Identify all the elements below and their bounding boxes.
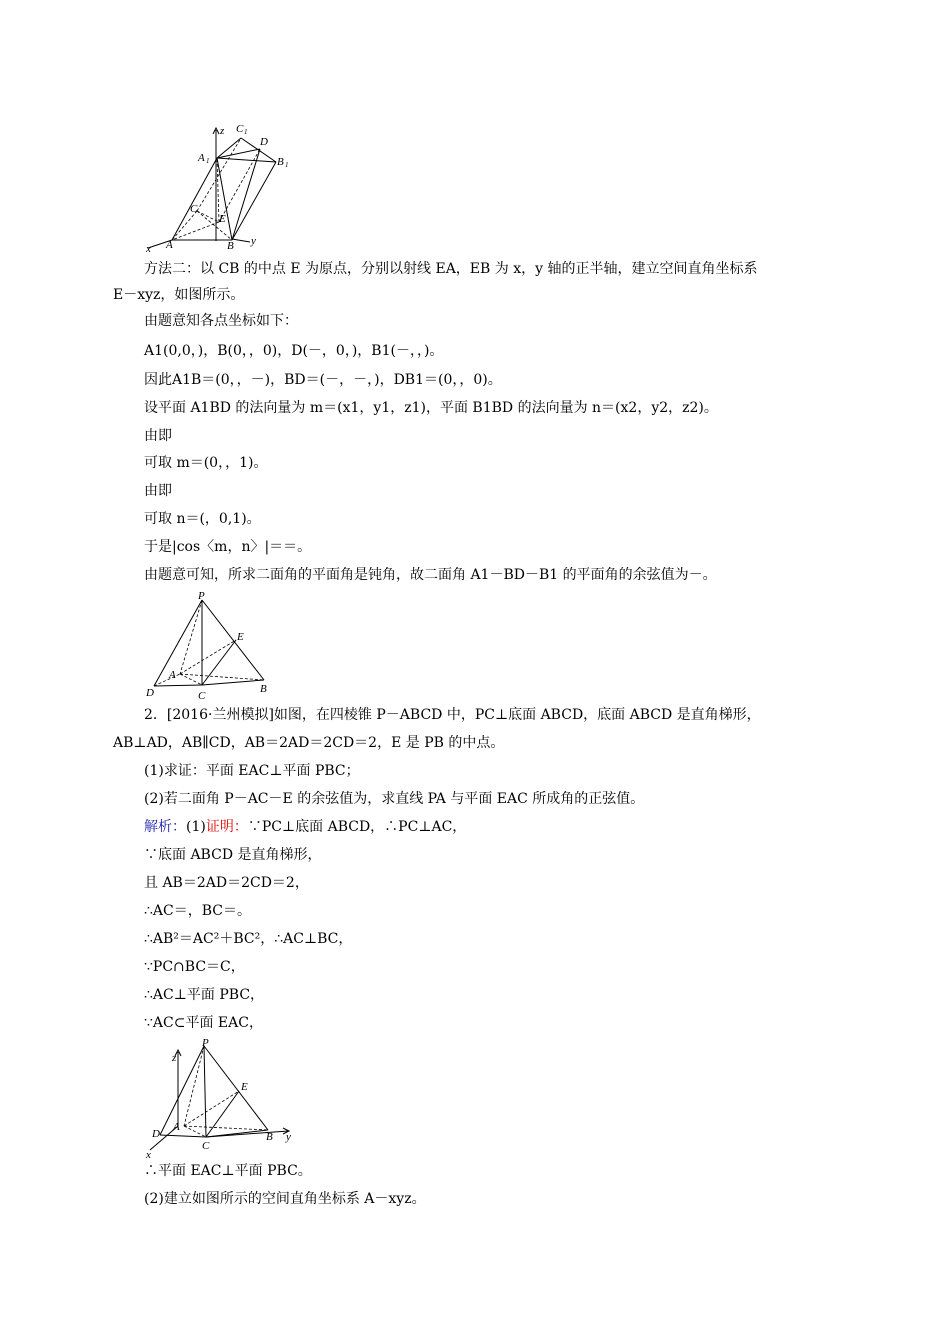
pyramid-figure-2 — [140, 1037, 310, 1161]
text-line-21: ∴AB²＝AC²＋BC²，∴AC⊥BC， — [144, 931, 353, 947]
proof-step-1: ∵PC⊥底面 ABCD，∴PC⊥AC， — [247, 819, 467, 835]
label-a: A — [169, 669, 176, 681]
label-e: E — [219, 213, 226, 225]
analysis-label: 解析： — [144, 819, 186, 835]
label-c1-sub: 1 — [244, 128, 248, 136]
pyramid-figure-1 — [140, 590, 280, 705]
prism-figure — [140, 120, 289, 255]
label-b1-sub: 1 — [285, 161, 289, 169]
label-a: A — [173, 1121, 180, 1133]
label-c: C — [198, 690, 206, 702]
label-e: E — [241, 1081, 248, 1093]
part-1-label: (1) — [186, 819, 206, 835]
text-line-8: 可取 m＝(0，，1)。 — [144, 455, 268, 471]
text-line-19: 且 AB＝2AD＝2CD＝2， — [144, 875, 309, 891]
text-line-3: 由题意知各点坐标如下： — [144, 313, 298, 329]
text-line-9: 由即 — [144, 483, 172, 499]
label-a: A — [166, 239, 173, 251]
text-line-18: ∵底面 ABCD 是直角梯形， — [144, 847, 322, 863]
proof-label: 证明： — [205, 819, 248, 835]
text-line-10: 可取 n＝(，0,1)。 — [144, 511, 261, 527]
text-line-5: 因此A1B＝(0，，－)，BD＝(－，－，)，DB1＝(0，，0)。 — [144, 372, 502, 388]
text-line-25: ∴平面 EAC⊥平面 PBC。 — [144, 1163, 312, 1179]
text-line-23: ∴AC⊥平面 PBC， — [144, 987, 265, 1003]
label-p: P — [202, 1037, 209, 1049]
label-y: y — [251, 235, 256, 247]
label-d: D — [146, 687, 154, 699]
label-a1: A — [198, 152, 205, 164]
text-line-17 — [144, 817, 466, 837]
text-line-2: E－xyz，如图所示。 — [113, 287, 245, 303]
label-x: x — [146, 1149, 151, 1161]
text-line-26: (2)建立如图所示的空间直角坐标系 A－xyz。 — [144, 1191, 426, 1207]
text-line-11: 于是|cos〈m，n〉|＝＝。 — [144, 539, 312, 555]
label-y: y — [286, 1131, 291, 1143]
text-line-24: ∵AC⊂平面 EAC， — [144, 1015, 263, 1031]
text-line-4: A1(0,0，)，B(0，，0)，D(－，0，)，B1(－，，)。 — [144, 343, 444, 359]
label-b: B — [266, 1131, 273, 1143]
label-z: z — [220, 125, 225, 137]
label-d: D — [260, 136, 268, 148]
label-z: z — [172, 1052, 177, 1064]
label-c: C — [190, 203, 198, 215]
text-line-15: (1)求证：平面 EAC⊥平面 PBC； — [144, 763, 360, 779]
text-line-7: 由即 — [144, 428, 172, 444]
label-b1: B — [277, 156, 284, 168]
label-e: E — [237, 631, 244, 643]
label-d: D — [152, 1128, 160, 1140]
text-line-20: ∴AC＝，BC＝。 — [144, 903, 251, 919]
text-line-14: AB⊥AD，AB∥CD，AB＝2AD＝2CD＝2，E 是 PB 的中点。 — [113, 735, 505, 751]
text-line-22: ∵PC∩BC＝C， — [144, 959, 245, 975]
text-line-12: 由题意可知，所求二面角的平面角是钝角，故二面角 A1－BD－B1 的平面角的余弦值为－。 — [144, 567, 717, 583]
text-line-16: (2)若二面角 P－AC－E 的余弦值为，求直线 PA 与平面 EAC 所成角的正弦值。 — [144, 791, 645, 807]
text-line-1: 方法二：以 CB 的中点 E 为原点，分别以射线 EA，EB 为 x，y 轴的正半轴，建立空间直角坐标系 — [144, 261, 758, 277]
label-b: B — [227, 240, 234, 252]
label-p: P — [198, 590, 205, 602]
label-b: B — [260, 683, 267, 695]
label-c: C — [202, 1140, 210, 1152]
text-line-13: 2．[2016·兰州模拟]如图，在四棱锥 P－ABCD 中，PC⊥底面 ABCD，底面 ABCD 是直角梯形， — [144, 707, 761, 723]
text-line-6: 设平面 A1BD 的法向量为 m＝(x1，y1，z1)，平面 B1BD 的法向量为 n＝(x2，y2，z2)。 — [144, 400, 718, 416]
label-x: x — [146, 243, 151, 255]
label-a1-sub: 1 — [206, 157, 210, 165]
label-c1: C — [236, 123, 244, 135]
